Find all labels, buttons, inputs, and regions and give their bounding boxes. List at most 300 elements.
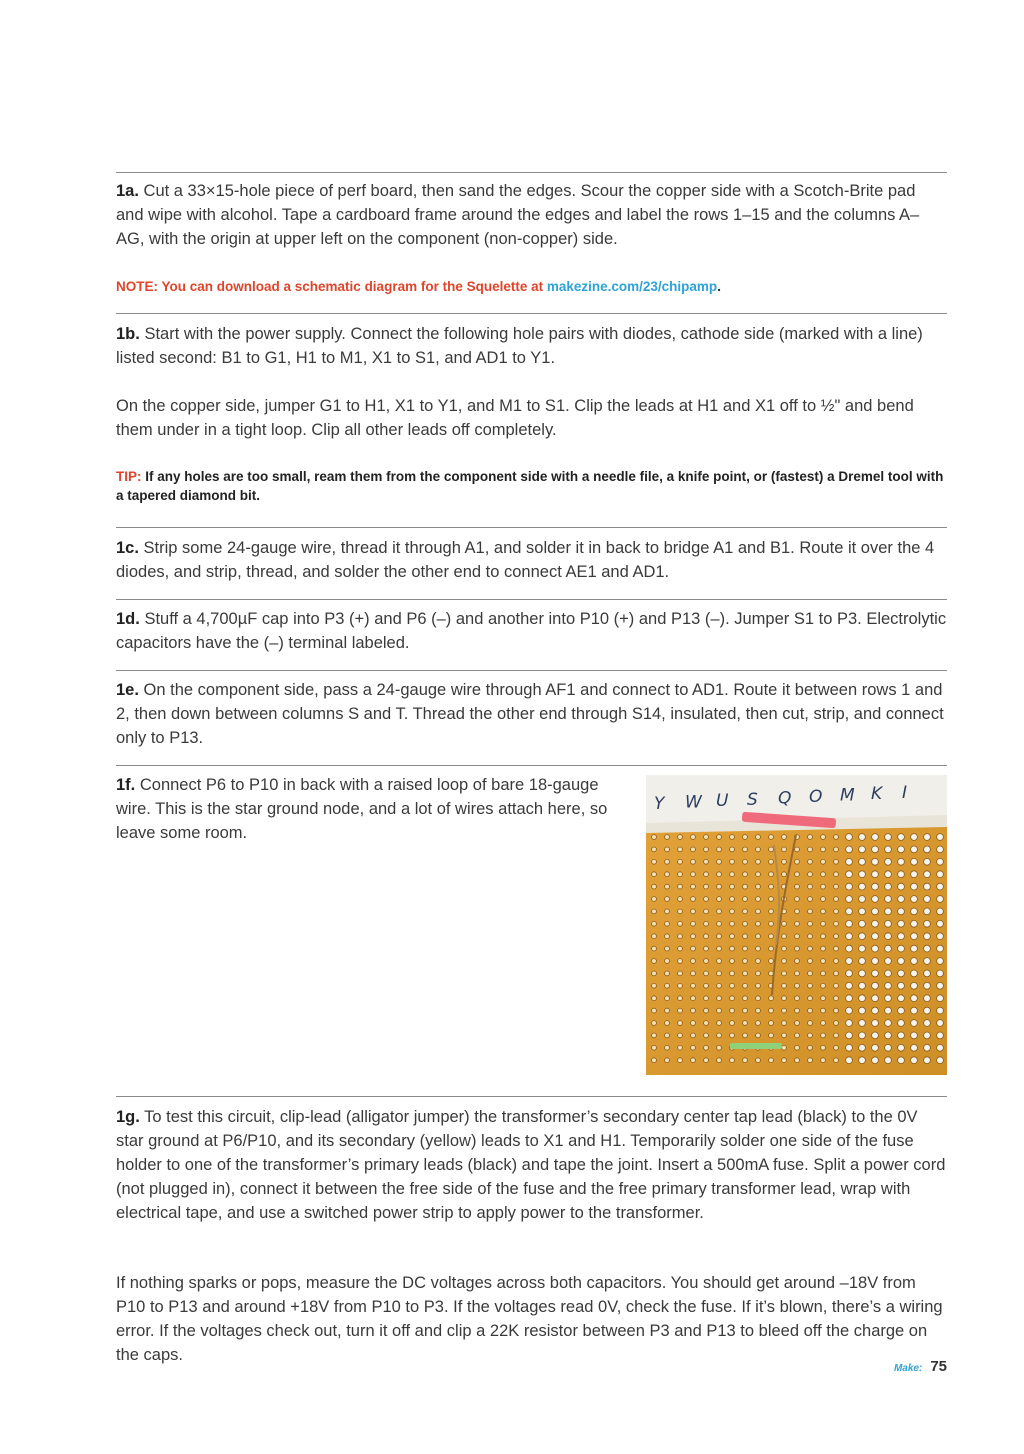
board-hole	[704, 897, 709, 902]
board-hole	[782, 1045, 787, 1050]
board-hole	[769, 1021, 774, 1026]
board-hole	[937, 1057, 944, 1064]
board-hole	[885, 1044, 892, 1051]
board-hole	[678, 921, 683, 926]
board-hole	[730, 1021, 735, 1026]
board-hole	[782, 835, 787, 840]
board-hole	[795, 909, 800, 914]
board-hole	[730, 983, 735, 988]
perfboard-photo	[646, 775, 947, 1075]
board-hole	[821, 946, 826, 951]
step-label: 1f.	[116, 776, 136, 794]
board-hole	[717, 1021, 722, 1026]
board-hole	[769, 872, 774, 877]
board-hole	[846, 1044, 853, 1051]
board-hole	[911, 945, 918, 952]
board-hole	[846, 846, 853, 853]
board-hole	[846, 871, 853, 878]
board-hole	[898, 908, 905, 915]
board-hole	[859, 982, 866, 989]
step-1d	[116, 607, 947, 655]
step-1e	[116, 678, 947, 750]
board-hole	[937, 995, 944, 1002]
board-hole	[678, 1045, 683, 1050]
board-hole	[691, 859, 696, 864]
board-hole	[924, 871, 931, 878]
step-label: 1a.	[116, 182, 139, 200]
board-hole	[665, 1021, 670, 1026]
board-hole	[665, 1058, 670, 1063]
step-label: 1e.	[116, 681, 139, 699]
board-hole	[691, 909, 696, 914]
board-hole	[885, 995, 892, 1002]
board-hole	[808, 983, 813, 988]
board-hole	[859, 1044, 866, 1051]
step-text: Cut a 33×15-hole piece of perf board, then sand the edges. Scour the copper side with a Scotch-Brite pad and wipe with alcohol. Tape a cardboard frame around the edges and label the rows 1–15 and the columns A–AG, with the origin at upper left on the component (non-copper) side.	[116, 182, 920, 248]
board-hole	[743, 1058, 748, 1063]
board-hole	[717, 847, 722, 852]
board-hole	[665, 859, 670, 864]
board-hole	[885, 1007, 892, 1014]
board-hole	[846, 1057, 853, 1064]
board-hole	[730, 1058, 735, 1063]
board-hole	[872, 846, 879, 853]
board-hole	[717, 921, 722, 926]
board-hole	[821, 996, 826, 1001]
board-hole	[834, 1033, 839, 1038]
board-hole	[924, 1044, 931, 1051]
board-hole	[652, 909, 657, 914]
board-hole	[769, 897, 774, 902]
board-hole	[691, 959, 696, 964]
board-hole	[795, 872, 800, 877]
board-hole	[717, 959, 722, 964]
board-hole	[937, 970, 944, 977]
board-hole	[678, 971, 683, 976]
board-hole	[808, 884, 813, 889]
board-hole	[872, 920, 879, 927]
board-hole	[678, 872, 683, 877]
board-hole	[808, 971, 813, 976]
board-hole	[782, 946, 787, 951]
board-hole	[665, 897, 670, 902]
board-hole	[691, 872, 696, 877]
board-hole	[937, 958, 944, 965]
board-hole	[898, 858, 905, 865]
board-hole	[885, 920, 892, 927]
board-hole	[756, 1058, 761, 1063]
board-hole	[782, 996, 787, 1001]
tip-callout	[116, 467, 947, 505]
board-hole	[756, 897, 761, 902]
board-hole	[704, 996, 709, 1001]
board-hole	[795, 847, 800, 852]
board-hole	[743, 959, 748, 964]
board-hole	[924, 1007, 931, 1014]
board-hole	[859, 933, 866, 940]
board-hole	[911, 896, 918, 903]
board-hole	[872, 958, 879, 965]
board-hole	[730, 996, 735, 1001]
board-hole	[859, 834, 866, 841]
board-hole	[937, 858, 944, 865]
brand-logo: Make:	[893, 1363, 923, 1374]
board-hole	[691, 1008, 696, 1013]
board-hole	[795, 946, 800, 951]
board-hole	[924, 920, 931, 927]
board-hole	[743, 847, 748, 852]
board-hole	[924, 858, 931, 865]
board-hole	[885, 958, 892, 965]
board-hole	[859, 1020, 866, 1027]
board-hole	[924, 846, 931, 853]
board-hole	[678, 859, 683, 864]
board-hole	[898, 970, 905, 977]
board-hole	[665, 1045, 670, 1050]
board-hole	[885, 1032, 892, 1039]
board-hole	[924, 933, 931, 940]
board-hole	[743, 934, 748, 939]
board-hole	[834, 1058, 839, 1063]
board-hole	[691, 897, 696, 902]
board-hole	[704, 1008, 709, 1013]
board-hole	[756, 909, 761, 914]
board-hole	[924, 970, 931, 977]
board-hole	[846, 982, 853, 989]
board-hole	[859, 858, 866, 865]
board-hole	[691, 1058, 696, 1063]
board-hole	[717, 884, 722, 889]
board-hole	[846, 920, 853, 927]
board-hole	[859, 883, 866, 890]
board-hole	[704, 1033, 709, 1038]
board-hole	[924, 1020, 931, 1027]
tip-label: TIP:	[116, 469, 142, 484]
board-hole	[795, 934, 800, 939]
board-hole	[898, 834, 905, 841]
board-hole	[782, 872, 787, 877]
board-hole	[898, 945, 905, 952]
step-text: On the component side, pass a 24-gauge wire through AF1 and connect to AD1. Route it between rows 1 and 2, then down between columns S and T. Thread the other end through S14, insulated, then cut, strip, and connect only to P13.	[116, 681, 944, 747]
board-hole	[924, 834, 931, 841]
board-hole	[756, 872, 761, 877]
board-hole	[678, 1058, 683, 1063]
board-hole	[730, 872, 735, 877]
board-hole	[808, 1058, 813, 1063]
board-hole	[911, 834, 918, 841]
board-hole	[665, 872, 670, 877]
board-hole	[808, 847, 813, 852]
board-hole	[769, 921, 774, 926]
board-hole	[821, 1033, 826, 1038]
board-hole	[911, 846, 918, 853]
board-hole	[859, 995, 866, 1002]
step-text: If nothing sparks or pops, measure the DC voltages across both capacitors. You should get around –18V from P10 to P13 and around +18V from P10 to P3. If the voltages read 0V, check the fuse. If it’s blown, there’s a wiring error. If the voltages check out, turn it off and clip a 22K resistor between P3 and P13 to bleed off the charge on the caps.	[116, 1274, 943, 1364]
board-hole	[691, 835, 696, 840]
board-hole	[898, 1032, 905, 1039]
board-hole	[859, 920, 866, 927]
board-hole	[821, 1045, 826, 1050]
board-hole	[898, 846, 905, 853]
board-hole	[872, 1057, 879, 1064]
board-hole	[937, 908, 944, 915]
board-hole	[769, 996, 774, 1001]
board-hole	[756, 946, 761, 951]
board-hole	[730, 859, 735, 864]
board-hole	[872, 1044, 879, 1051]
board-hole	[911, 920, 918, 927]
board-hole	[846, 933, 853, 940]
page-footer	[894, 1358, 947, 1375]
board-hole	[704, 959, 709, 964]
board-hole	[834, 1008, 839, 1013]
board-hole	[665, 921, 670, 926]
board-hole	[872, 883, 879, 890]
note-link[interactable]: makezine.com/23/chipamp	[546, 279, 718, 294]
board-hole	[898, 1007, 905, 1014]
board-hole	[743, 835, 748, 840]
board-hole	[911, 970, 918, 977]
step-1f	[116, 773, 631, 845]
board-hole	[808, 946, 813, 951]
note-callout	[116, 277, 947, 296]
board-hole	[834, 946, 839, 951]
board-hole	[885, 933, 892, 940]
board-hole	[691, 1021, 696, 1026]
board-hole	[898, 995, 905, 1002]
board-hole	[834, 959, 839, 964]
board-hole	[885, 871, 892, 878]
board-hole	[834, 897, 839, 902]
board-hole	[795, 1045, 800, 1050]
board-hole	[652, 934, 657, 939]
board-hole	[898, 1057, 905, 1064]
board-hole	[846, 958, 853, 965]
board-hole	[782, 1058, 787, 1063]
board-hole	[678, 946, 683, 951]
board-hole	[937, 933, 944, 940]
board-hole	[795, 921, 800, 926]
board-hole	[743, 1008, 748, 1013]
divider	[116, 527, 947, 528]
board-hole	[678, 983, 683, 988]
board-hole	[743, 1033, 748, 1038]
step-1g	[116, 1105, 947, 1225]
column-label: K	[871, 784, 883, 805]
board-hole	[885, 834, 892, 841]
board-hole	[808, 835, 813, 840]
board-hole	[756, 847, 761, 852]
board-hole	[821, 934, 826, 939]
board-hole	[691, 946, 696, 951]
step-1g-continued	[116, 1271, 947, 1367]
board-hole	[665, 1008, 670, 1013]
board-hole	[717, 946, 722, 951]
board-hole	[717, 1008, 722, 1013]
board-hole	[834, 909, 839, 914]
board-hole	[911, 883, 918, 890]
step-label: 1g.	[116, 1108, 140, 1126]
note-text: You can download a schematic diagram for the Squelette at	[161, 279, 547, 294]
board-hole	[652, 1058, 657, 1063]
board-hole	[782, 1008, 787, 1013]
board-hole	[717, 897, 722, 902]
board-hole	[911, 1007, 918, 1014]
divider	[116, 313, 947, 314]
board-hole	[821, 835, 826, 840]
column-label: Y	[654, 794, 665, 814]
board-hole	[769, 959, 774, 964]
divider	[116, 670, 947, 671]
board-hole	[730, 909, 735, 914]
board-hole	[678, 959, 683, 964]
column-label: O	[809, 787, 823, 807]
board-hole	[652, 872, 657, 877]
board-hole	[898, 982, 905, 989]
board-hole	[821, 971, 826, 976]
board-hole	[730, 946, 735, 951]
divider	[116, 765, 947, 766]
board-hole	[937, 920, 944, 927]
board-hole	[821, 921, 826, 926]
board-hole	[834, 872, 839, 877]
board-hole	[652, 983, 657, 988]
board-hole	[743, 983, 748, 988]
board-hole	[652, 1008, 657, 1013]
board-hole	[743, 1021, 748, 1026]
board-hole	[756, 859, 761, 864]
board-hole	[704, 971, 709, 976]
board-hole	[834, 1021, 839, 1026]
board-hole	[937, 1007, 944, 1014]
board-hole	[782, 921, 787, 926]
board-hole	[937, 834, 944, 841]
step-text: On the copper side, jumper G1 to H1, X1 to Y1, and M1 to S1. Clip the leads at H1 and X1 off to ½" and bend them under in a tight loop. Clip all other leads off completely.	[116, 397, 914, 439]
board-hole	[652, 835, 657, 840]
board-hole	[743, 884, 748, 889]
board-hole	[756, 983, 761, 988]
board-hole	[885, 883, 892, 890]
board-hole	[756, 921, 761, 926]
board-hole	[795, 1058, 800, 1063]
board-hole	[821, 909, 826, 914]
board-hole	[924, 945, 931, 952]
board-hole	[730, 897, 735, 902]
board-hole	[756, 884, 761, 889]
board-hole	[769, 1008, 774, 1013]
board-hole	[769, 859, 774, 864]
board-hole	[665, 971, 670, 976]
board-hole	[937, 945, 944, 952]
board-hole	[924, 995, 931, 1002]
board-hole	[872, 945, 879, 952]
board-hole	[859, 945, 866, 952]
board-hole	[795, 1021, 800, 1026]
board-hole	[834, 983, 839, 988]
board-hole	[885, 846, 892, 853]
board-hole	[834, 884, 839, 889]
board-hole	[808, 897, 813, 902]
board-hole	[730, 971, 735, 976]
board-hole	[795, 971, 800, 976]
board-hole	[691, 847, 696, 852]
board-hole	[691, 1045, 696, 1050]
board-hole	[704, 847, 709, 852]
board-hole	[743, 971, 748, 976]
column-label: W	[685, 792, 702, 813]
board-hole	[924, 958, 931, 965]
board-hole	[898, 920, 905, 927]
board-hole	[704, 884, 709, 889]
board-hole	[846, 896, 853, 903]
board-hole	[769, 835, 774, 840]
board-hole	[872, 933, 879, 940]
board-hole	[665, 983, 670, 988]
board-hole	[769, 884, 774, 889]
board-hole	[846, 883, 853, 890]
board-hole	[678, 897, 683, 902]
board-hole	[756, 1033, 761, 1038]
board-hole	[898, 1020, 905, 1027]
step-text: Strip some 24-gauge wire, thread it through A1, and solder it in back to bridge A1 and B1. Route it over the 4 diodes, and strip, thread, and solder the other end to connect AE1 and AD1.	[116, 539, 935, 581]
board-hole	[717, 934, 722, 939]
board-hole	[808, 1033, 813, 1038]
board-hole	[743, 872, 748, 877]
board-hole	[769, 934, 774, 939]
board-hole	[885, 970, 892, 977]
board-hole	[652, 959, 657, 964]
board-hole	[652, 897, 657, 902]
divider	[116, 599, 947, 600]
board-hole	[665, 1033, 670, 1038]
board-hole	[782, 934, 787, 939]
board-hole	[678, 909, 683, 914]
step-label: 1c.	[116, 539, 139, 557]
board-hole	[872, 858, 879, 865]
board-hole	[743, 921, 748, 926]
board-hole	[821, 897, 826, 902]
board-hole	[898, 896, 905, 903]
board-hole	[808, 1021, 813, 1026]
board-hole	[782, 1021, 787, 1026]
board-hole	[795, 996, 800, 1001]
board-hole	[665, 884, 670, 889]
board-hole	[717, 872, 722, 877]
board-hole	[821, 884, 826, 889]
step-label: 1d.	[116, 610, 140, 628]
board-hole	[769, 946, 774, 951]
board-hole	[924, 982, 931, 989]
board-hole	[872, 982, 879, 989]
board-hole	[859, 1057, 866, 1064]
board-hole	[665, 847, 670, 852]
board-hole	[872, 896, 879, 903]
board-hole	[665, 996, 670, 1001]
column-label: I	[902, 782, 908, 803]
board-hole	[846, 970, 853, 977]
board-hole	[769, 1033, 774, 1038]
board-hole	[846, 1032, 853, 1039]
board-hole	[704, 1045, 709, 1050]
board-hole	[924, 1032, 931, 1039]
board-hole	[846, 995, 853, 1002]
board-hole	[756, 1021, 761, 1026]
column-label: S	[747, 789, 758, 810]
board-hole	[769, 847, 774, 852]
step-1c	[116, 536, 947, 584]
board-hole	[846, 945, 853, 952]
board-hole	[652, 946, 657, 951]
